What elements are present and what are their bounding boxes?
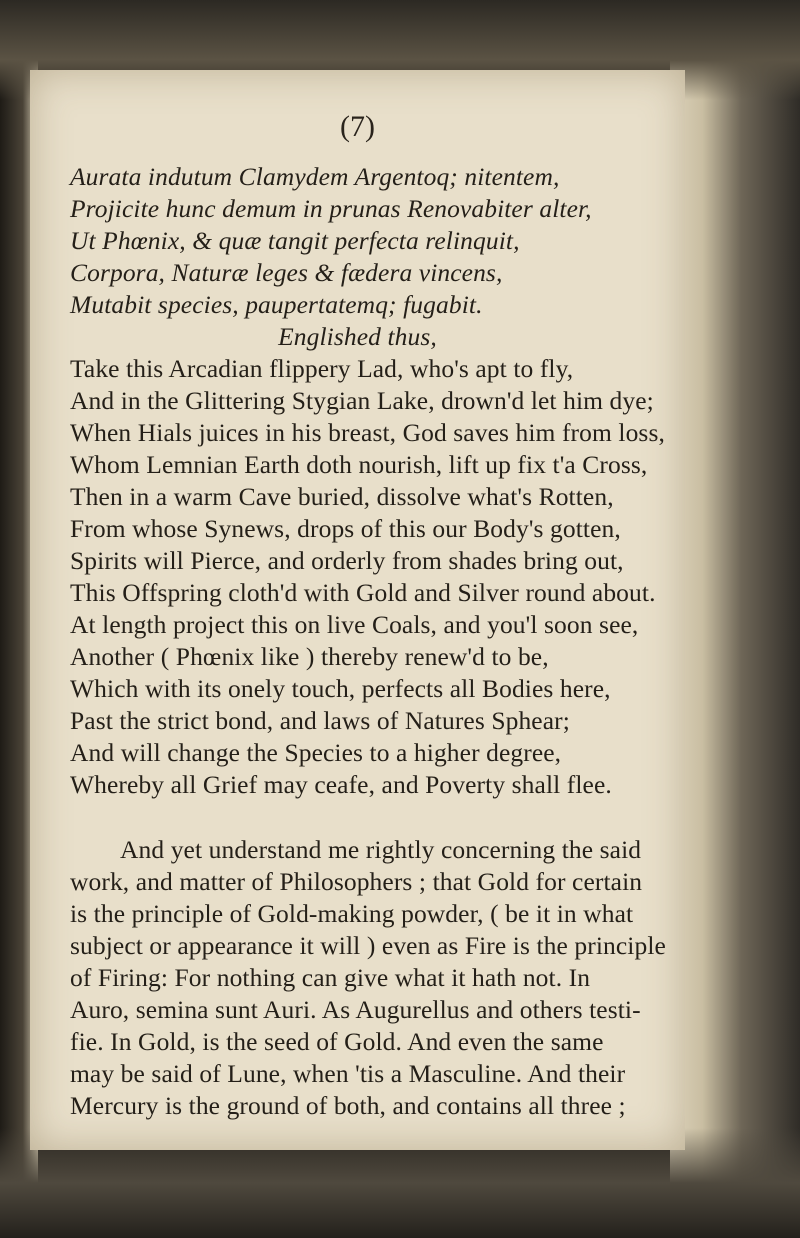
- english-verse-line: Spirits will Pierce, and orderly from shades bring out,: [70, 546, 624, 575]
- english-verse-line: From whose Synews, drops of this our Body's gotten,: [70, 514, 621, 543]
- english-verse-line: At length project this on live Coals, and you'l soon see,: [70, 610, 639, 639]
- book-page: [30, 70, 685, 1150]
- english-verse-line: This Offspring cloth'd with Gold and Silver round about.: [70, 578, 656, 607]
- english-verse-line: Whereby all Grief may ceafe, and Poverty shall flee.: [70, 770, 612, 799]
- prose-line: work, and matter of Philosophers ; that Gold for certain: [70, 867, 643, 896]
- prose-line: may be said of Lune, when 'tis a Masculine. And their: [70, 1059, 626, 1088]
- prose-line: And yet understand me rightly concerning the said: [120, 835, 642, 864]
- facing-page-edge: [670, 0, 800, 1238]
- latin-verse-line: Corpora, Naturæ leges & fædera vincens,: [70, 258, 503, 287]
- english-verse-line: Then in a warm Cave buried, dissolve what's Rotten,: [70, 482, 614, 511]
- page-number: (7): [340, 110, 375, 143]
- english-verse-line: When Hials juices in his breast, God saves him from loss,: [70, 418, 665, 447]
- prose-line: is the principle of Gold-making powder, ( be it in what: [70, 899, 634, 928]
- english-verse-line: Another ( Phœnix like ) thereby renew'd to be,: [70, 642, 549, 671]
- prose-line: Auro, semina sunt Auri. As Augurellus and others testi-: [70, 995, 641, 1024]
- english-verse-line: And in the Glittering Stygian Lake, drown'd let him dye;: [70, 386, 654, 415]
- latin-verse-line: Ut Phœnix, & quæ tangit perfecta relinquit,: [70, 226, 520, 255]
- subheading: Englished thus,: [278, 322, 437, 351]
- english-verse-line: Whom Lemnian Earth doth nourish, lift up fix t'a Cross,: [70, 450, 648, 479]
- prose-line: subject or appearance it will ) even as Fire is the principle: [70, 931, 666, 960]
- english-verse-line: And will change the Species to a higher degree,: [70, 738, 562, 767]
- english-verse-line: Past the strict bond, and laws of Natures Sphear;: [70, 706, 570, 735]
- prose-line: fie. In Gold, is the seed of Gold. And even the same: [70, 1027, 604, 1056]
- latin-verse-line: Aurata indutum Clamydem Argentoq; nitentem,: [70, 162, 560, 191]
- english-verse-line: Take this Arcadian flippery Lad, who's apt to fly,: [70, 354, 574, 383]
- prose-line: Mercury is the ground of both, and contains all three ;: [70, 1091, 626, 1120]
- latin-verse-line: Mutabit species, paupertatemq; fugabit.: [70, 290, 483, 319]
- english-verse-line: Which with its onely touch, perfects all Bodies here,: [70, 674, 611, 703]
- prose-line: of Firing: For nothing can give what it hath not. In: [70, 963, 591, 992]
- latin-verse-line: Projicite hunc demum in prunas Renovabiter alter,: [70, 194, 592, 223]
